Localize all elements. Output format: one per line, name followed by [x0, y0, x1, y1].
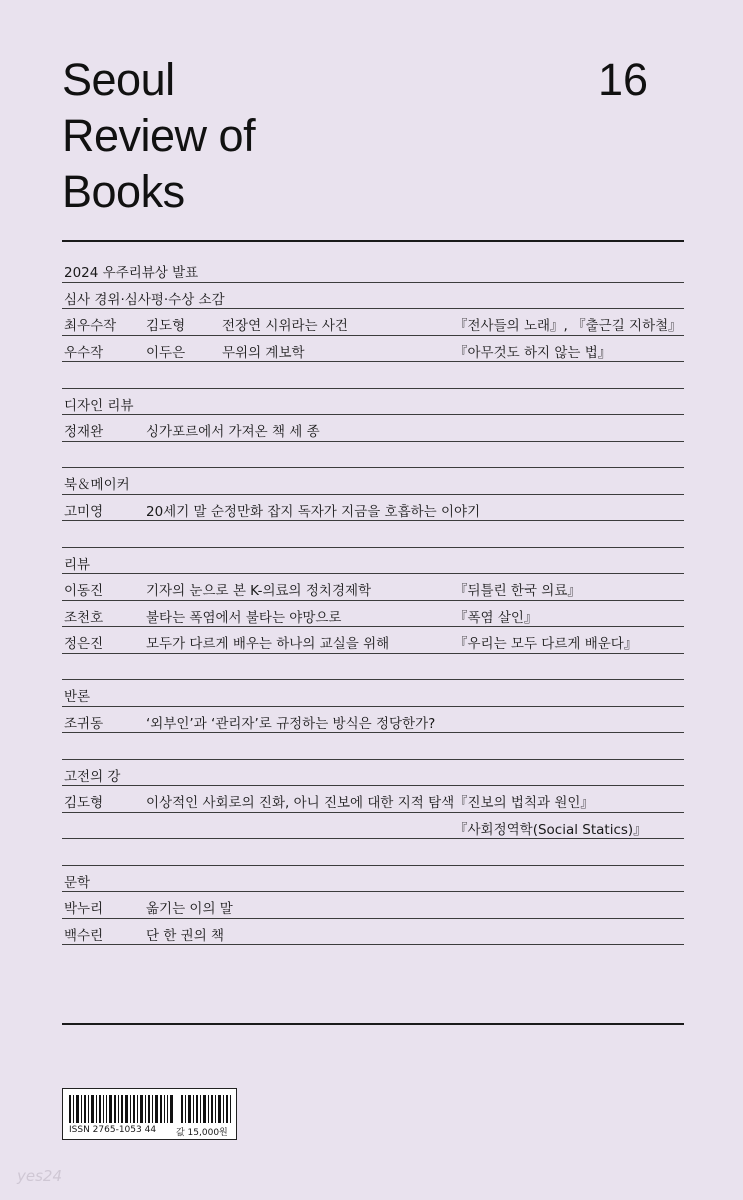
- issn-number: ISSN 2765-1053 44: [69, 1125, 157, 1135]
- section-title: 고전의 강: [64, 768, 121, 785]
- entry-author: 정은진: [64, 636, 104, 652]
- title-line-2: Review of: [62, 110, 256, 161]
- entry-category: 우수작: [64, 344, 104, 361]
- spacer-row: [62, 839, 684, 866]
- entry-author: 백수린: [64, 927, 104, 944]
- toc-entry: [62, 495, 684, 522]
- entry-author: 고미영: [64, 503, 104, 520]
- spacer-row: [62, 362, 684, 389]
- spacer-row: [62, 733, 684, 760]
- spacer-row: [62, 521, 684, 548]
- section-heading-bookmaker: [62, 468, 684, 495]
- entry-author: 이동진: [64, 583, 104, 599]
- section-heading-review: [62, 548, 684, 575]
- section-heading-design: [62, 389, 684, 416]
- entry-title: ‘외부인’과 ‘관리자’로 규정하는 방식은 정당한가?: [146, 715, 436, 732]
- entry-book: 『사회정역학(Social Statics)』: [454, 821, 647, 838]
- entry-author: 박누리: [64, 901, 104, 917]
- entry-title: 모두가 다르게 배우는 하나의 교실을 위해: [146, 636, 390, 652]
- section-subtitle: 심사 경위·심사평·수상 소감: [64, 291, 225, 308]
- title-line-3: Books: [62, 166, 185, 217]
- entry-book: 『우리는 모두 다르게 배운다』: [454, 636, 638, 652]
- section-heading-literature: [62, 866, 684, 893]
- magazine-title: [62, 52, 255, 220]
- entry-title: 단 한 권의 책: [146, 927, 225, 944]
- barcode-label: [62, 1088, 237, 1140]
- toc-entry: [62, 309, 684, 336]
- entry-book: 『전사들의 노래』, 『출근길 지하철』: [454, 318, 682, 334]
- toc-entry: [62, 786, 684, 813]
- entry-author: 김도형: [64, 795, 104, 811]
- toc-entry: [62, 892, 684, 919]
- spacer-row: [62, 442, 684, 469]
- section-title: 북＆메이커: [64, 477, 130, 493]
- section-title: 문학: [64, 874, 91, 891]
- bottom-rule: [62, 1023, 684, 1025]
- toc-entry: [62, 415, 684, 442]
- section-heading-classic: [62, 760, 684, 787]
- watermark-logo: yes24: [17, 1167, 63, 1185]
- toc-entry: [62, 601, 684, 628]
- entry-title: 이상적인 사회로의 진화, 아니 진보에 대한 지적 탐색: [146, 795, 455, 811]
- entry-category: 최우수작: [64, 318, 117, 334]
- section-title: 디자인 리뷰: [64, 397, 134, 414]
- entry-title: 불타는 폭염에서 불타는 야망으로: [146, 609, 342, 626]
- toc-entry: [62, 574, 684, 601]
- toc-entry-continued: [62, 813, 684, 840]
- price-label: 값 15,000원: [176, 1128, 228, 1138]
- section-heading-award: [62, 256, 684, 283]
- entry-book: 『폭염 살인』: [454, 609, 538, 626]
- entry-title: 전장연 시위라는 사건: [222, 318, 348, 334]
- toc-entry: [62, 919, 684, 946]
- section-title: 반론: [64, 689, 91, 705]
- toc-entry: [62, 336, 684, 363]
- entry-title: 무위의 계보학: [222, 344, 305, 361]
- table-of-contents: [62, 256, 684, 945]
- toc-entry: [62, 707, 684, 734]
- title-line-1: Seoul: [62, 54, 175, 105]
- award-subheading: [62, 283, 684, 310]
- entry-title: 옮기는 이의 말: [146, 901, 233, 917]
- entry-title: 20세기 말 순정만화 잡지 독자가 지금을 호흡하는 이야기: [146, 503, 481, 520]
- barcode-icon: [69, 1095, 231, 1123]
- entry-book: 『아무것도 하지 않는 법』: [454, 344, 612, 361]
- top-rule: [62, 240, 684, 242]
- entry-author: 조귀동: [64, 715, 104, 732]
- entry-title: 기자의 눈으로 본 K-의료의 정치경제학: [146, 583, 372, 599]
- entry-author: 정재완: [64, 424, 104, 440]
- section-title: 리뷰: [64, 556, 91, 573]
- section-title: 2024 우주리뷰상 발표: [64, 265, 199, 281]
- issue-number: 16: [598, 54, 649, 105]
- spacer-row: [62, 654, 684, 681]
- entry-book: 『뒤틀린 한국 의료』: [454, 583, 581, 599]
- entry-title: 싱가포르에서 가져온 책 세 종: [146, 424, 320, 440]
- section-heading-rebuttal: [62, 680, 684, 707]
- entry-author: 조천호: [64, 609, 104, 626]
- entry-author: 김도형: [146, 318, 186, 334]
- entry-book: 『진보의 법칙과 원인』: [454, 795, 594, 811]
- entry-author: 이두은: [146, 344, 186, 361]
- toc-entry: [62, 627, 684, 654]
